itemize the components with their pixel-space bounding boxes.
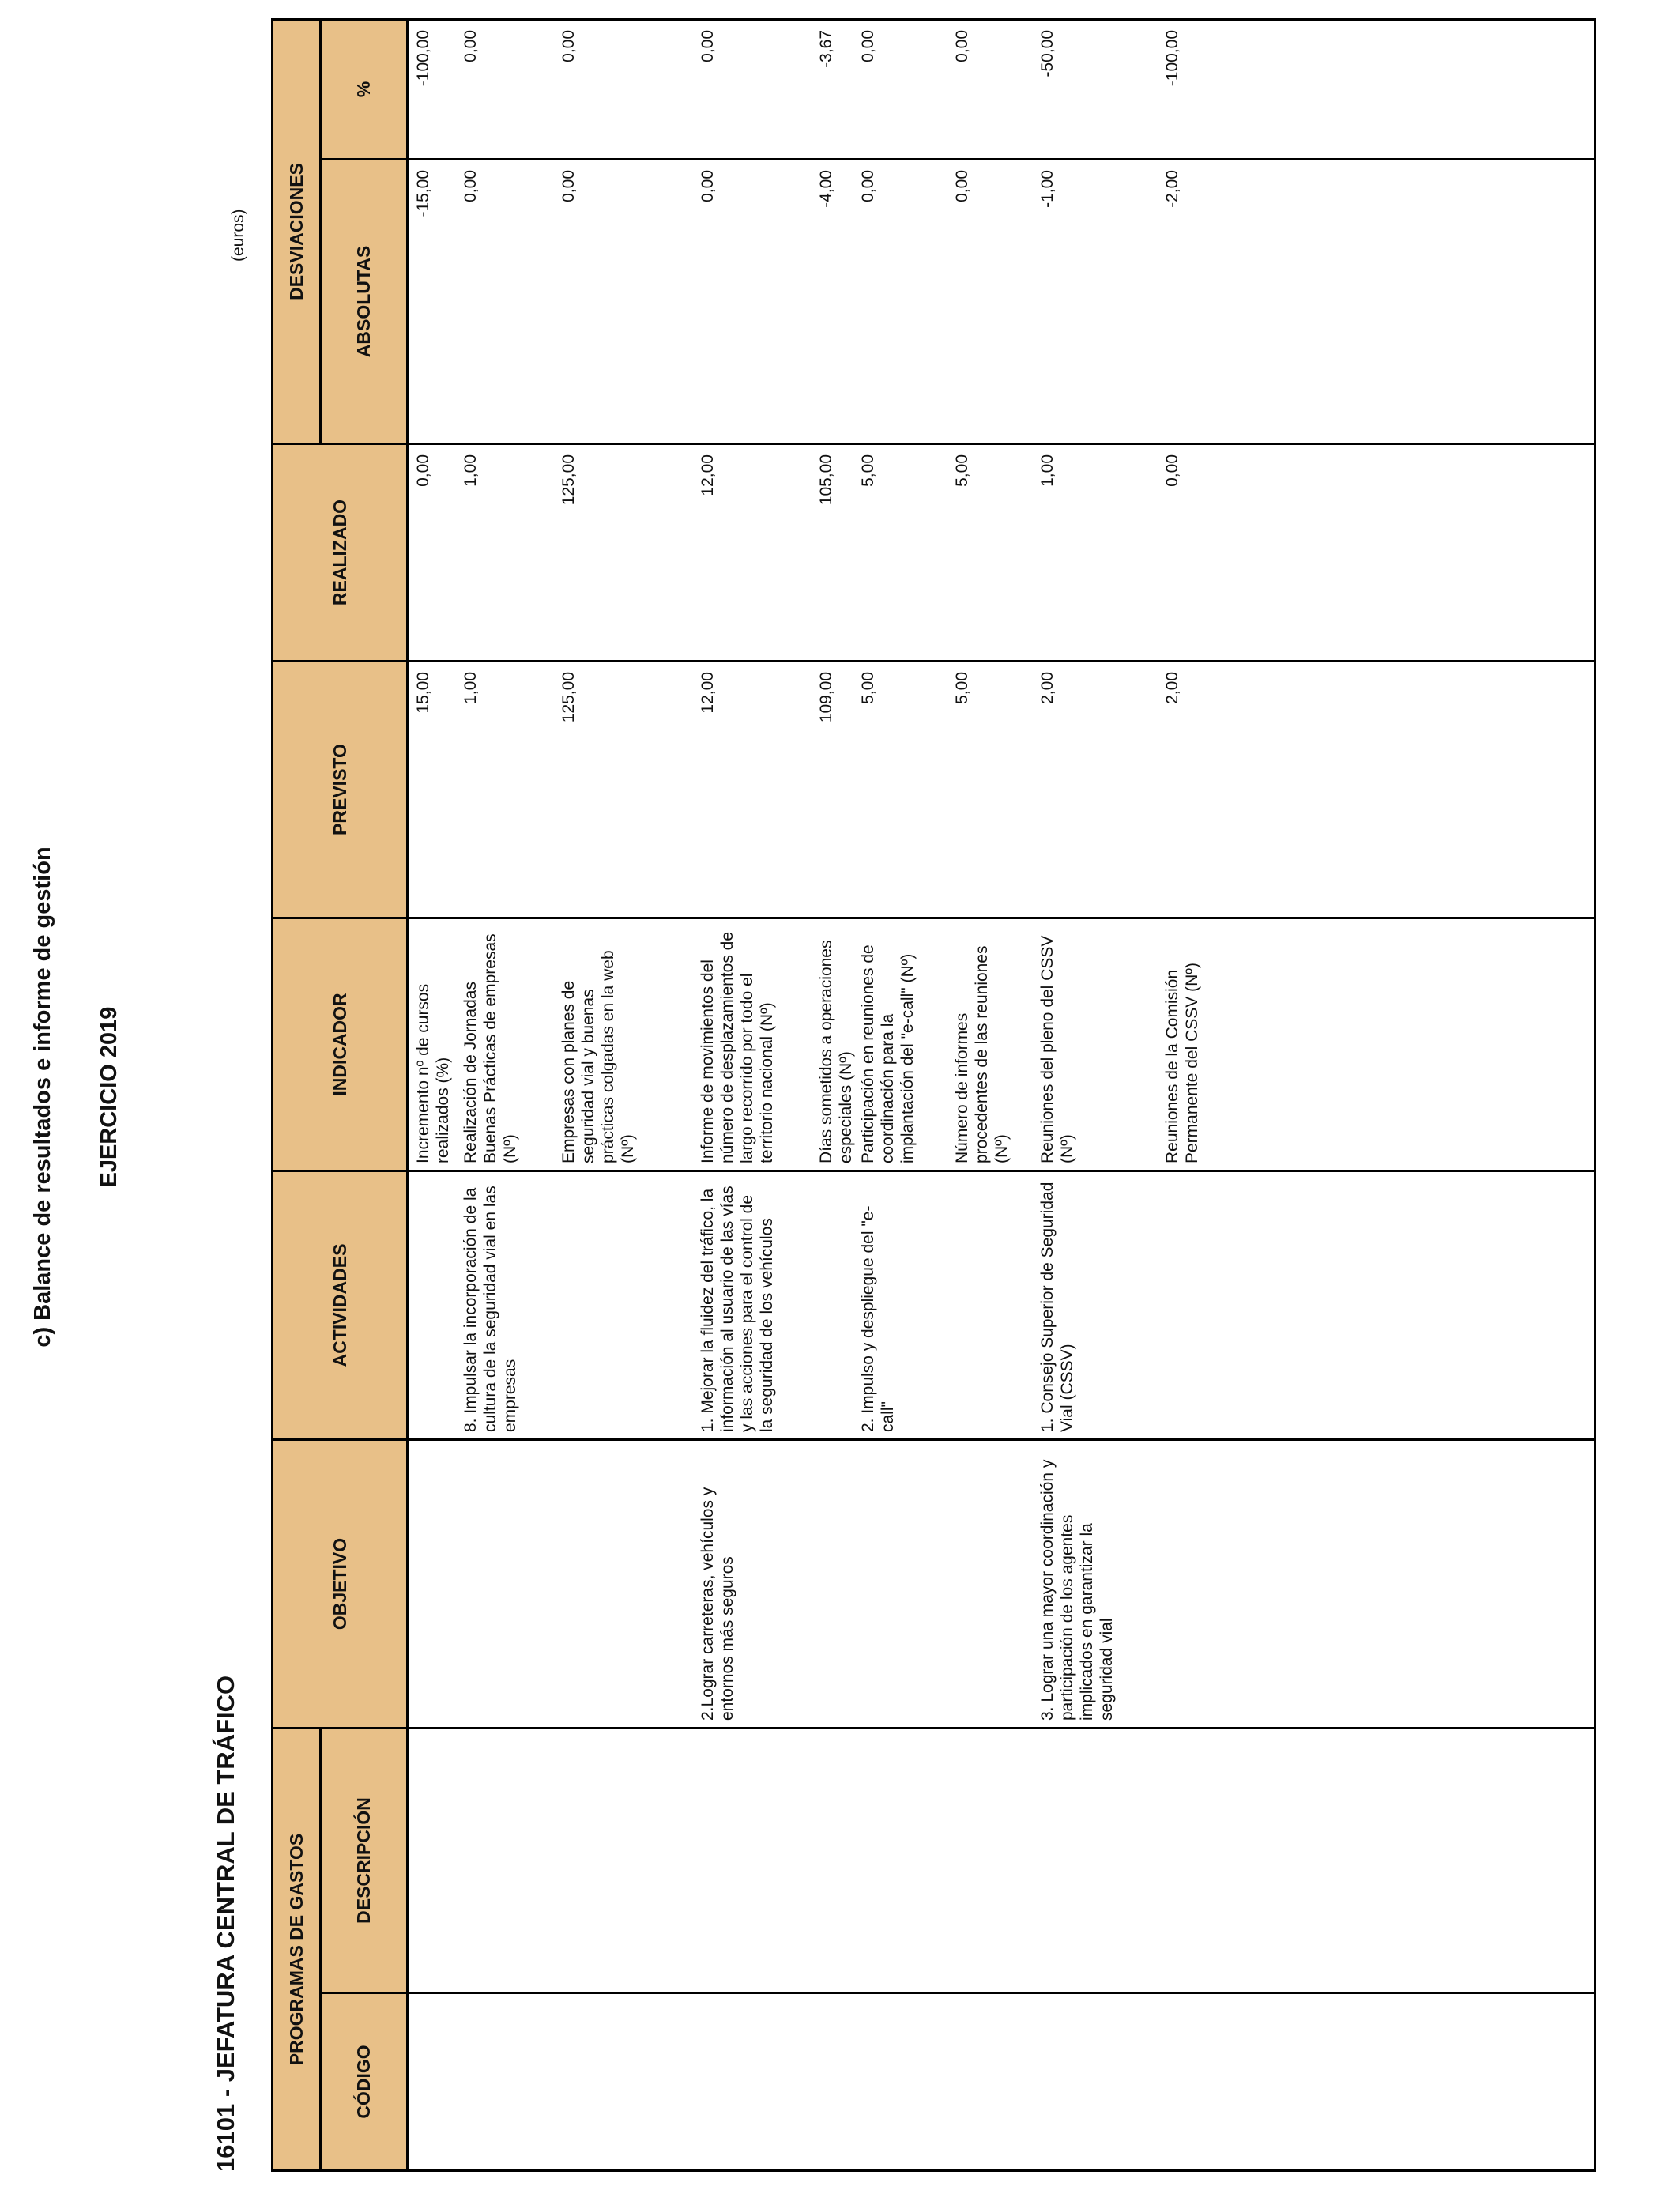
previsto-value: 2,00 — [1163, 672, 1181, 704]
absolutas-value: 0,00 — [859, 170, 877, 202]
absolutas-value: -1,00 — [1038, 170, 1057, 208]
indicador-item: Número de informes procedentes de las reuniones (Nº) — [953, 945, 1011, 1163]
indicador-item: Reuniones de la Comisión Permanente del CSSV (Nº) — [1163, 963, 1201, 1163]
actividad-item: 1. Consejo Superior de Seguridad Vial (CSSV) — [1038, 1182, 1076, 1432]
objetivo-item: 3. Lograr una mayor coordinación y participación de los agentes implicados en garantizar la seguridad vial — [1038, 1459, 1116, 1721]
col-descripcion: DESCRIPCIÓN — [321, 1728, 408, 1993]
indicador-item: Participación en reuniones de coordinación para la implantación del "e-call" (Nº) — [859, 944, 917, 1163]
porcentaje-value: -100,00 — [1163, 29, 1181, 87]
absolutas-value: 0,00 — [699, 170, 717, 202]
col-absolutas: ABSOLUTAS — [321, 160, 408, 444]
previsto-value: 125,00 — [559, 672, 578, 723]
indicador-item: Informe de movimientos del número de desplazamientos de largo recorrido por todo el territorio nacional (Nº) — [699, 931, 776, 1163]
actividad-item: 8. Impulsar la incorporación de la cultura de la seguridad vial en las empresas — [461, 1186, 519, 1432]
realizado-value: 125,00 — [559, 454, 578, 506]
objetivo-cell — [408, 1440, 1595, 1728]
codigo-cell — [408, 1993, 1595, 2171]
indicador-item: Reuniones del pleno del CSSV (Nº) — [1038, 935, 1076, 1163]
indicador-item: Días sometidos a operaciones especiales (Nº) — [817, 940, 855, 1163]
previsto-value: 5,00 — [859, 672, 877, 704]
previsto-value: 1,00 — [461, 672, 480, 704]
realizado-value: 1,00 — [461, 454, 480, 487]
organism-title: 16101 - JEFATURA CENTRAL DE TRÁFICO — [212, 1675, 239, 2172]
descripcion-cell — [408, 1728, 1595, 1993]
porcentaje-value: 0,00 — [461, 29, 480, 62]
absolutas-cell — [408, 160, 1595, 444]
col-previsto: PREVISTO — [273, 662, 408, 918]
indicador-item: Incremento nº de cursos realizados (%) — [414, 983, 452, 1163]
indicador-item: Realización de Jornadas Buenas Prácticas de empresas (Nº) — [461, 933, 519, 1163]
group-programas: PROGRAMAS DE GASTOS — [273, 1728, 321, 2171]
realizado-value: 0,00 — [1163, 454, 1181, 487]
group-desviaciones: DESVIACIONES — [273, 19, 321, 443]
porcentaje-value: -3,67 — [817, 29, 835, 68]
realizado-value: 5,00 — [859, 454, 877, 487]
absolutas-value: 0,00 — [461, 170, 480, 202]
actividades-cell — [408, 1171, 1595, 1440]
results-table — [271, 18, 1596, 2172]
previsto-value: 5,00 — [953, 672, 971, 704]
page-title: c) Balance de resultados e informe de gestión — [30, 846, 55, 1348]
previsto-cell — [408, 662, 1595, 918]
absolutas-value: 0,00 — [559, 170, 578, 202]
porcentaje-value: -50,00 — [1038, 29, 1057, 77]
col-porcentaje: % — [321, 19, 408, 159]
porcentaje-value: 0,00 — [559, 29, 578, 62]
previsto-value: 15,00 — [414, 672, 432, 714]
previsto-value: 109,00 — [817, 672, 835, 723]
col-codigo: CÓDIGO — [321, 1993, 408, 2171]
porcentaje-cell — [408, 19, 1595, 159]
col-indicador: INDICADOR — [273, 918, 408, 1171]
realizado-value: 105,00 — [817, 454, 835, 506]
absolutas-value: -2,00 — [1163, 170, 1181, 208]
realizado-cell — [408, 444, 1595, 662]
absolutas-value: -15,00 — [414, 170, 432, 217]
porcentaje-value: 0,00 — [699, 29, 717, 62]
fiscal-year: EJERCICIO 2019 — [96, 1006, 122, 1188]
indicador-item: Empresas con planes de seguridad vial y buenas prácticas colgadas en la web (Nº) — [559, 950, 637, 1163]
realizado-value: 12,00 — [699, 454, 717, 496]
indicador-cell — [408, 918, 1595, 1171]
col-realizado: REALIZADO — [273, 444, 408, 662]
col-actividades: ACTIVIDADES — [273, 1171, 408, 1440]
realizado-value: 1,00 — [1038, 454, 1057, 487]
currency-unit: (euros) — [229, 209, 247, 262]
previsto-value: 2,00 — [1038, 672, 1057, 704]
actividad-item: 1. Mejorar la fluidez del tráfico, la información al usuario de las vías y las acciones para el control de la seguridad de los vehículos — [699, 1186, 776, 1432]
porcentaje-value: -100,00 — [414, 29, 432, 87]
col-objetivo: OBJETIVO — [273, 1440, 408, 1728]
realizado-value: 5,00 — [953, 454, 971, 487]
realizado-value: 0,00 — [414, 454, 432, 487]
objetivo-item: 2.Lograr carreteras, vehículos y entornos más seguros — [699, 1487, 736, 1721]
porcentaje-value: 0,00 — [953, 29, 971, 62]
previsto-value: 12,00 — [699, 672, 717, 714]
actividad-item: 2. Impulso y despliegue del "e-call" — [859, 1205, 897, 1432]
absolutas-value: 0,00 — [953, 170, 971, 202]
absolutas-value: -4,00 — [817, 170, 835, 208]
porcentaje-value: 0,00 — [859, 29, 877, 62]
